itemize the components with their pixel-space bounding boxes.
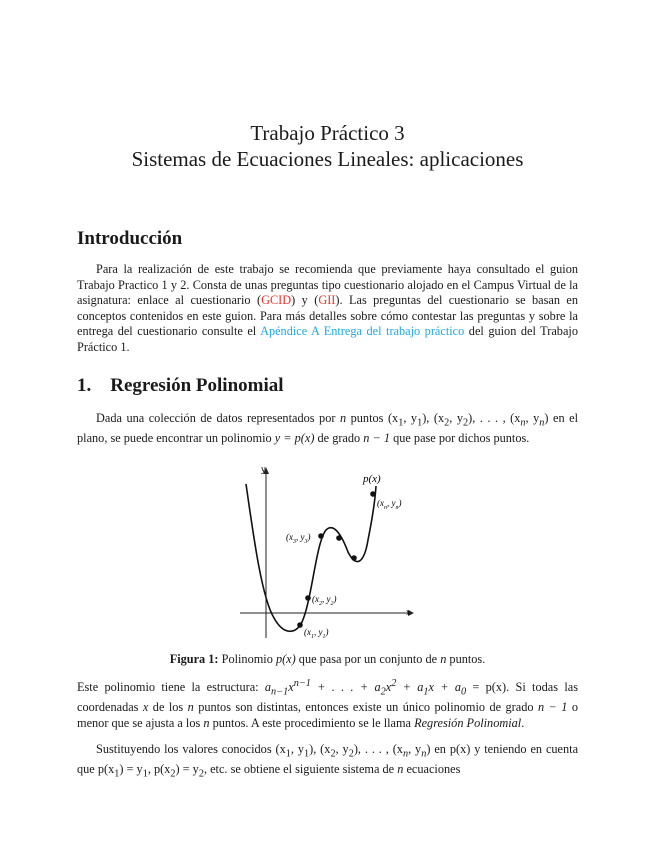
section1-heading: 1. Regresión Polinomial bbox=[77, 375, 284, 396]
intro-heading: Introducción bbox=[77, 228, 183, 249]
point-1 bbox=[297, 622, 303, 628]
point-3 bbox=[318, 533, 324, 539]
curve-label: p(x) bbox=[363, 473, 381, 485]
polynomial-figure bbox=[230, 462, 420, 644]
point-5 bbox=[351, 555, 357, 561]
point-3-label: ($x_3$, $y_3$) bbox=[286, 532, 311, 545]
figure-caption: Figura 1: Polinomio p(x) que pasa por un conjunto de n puntos. bbox=[169, 652, 486, 666]
intro-paragraph: Para la realización de este trabajo se recomienda que previamente haya consultado el guion Trabajo Practico 1 y 2. Consta de unas preguntas tipo cuestionario alojado en el Campus Virtual de la asignatura: enlace al cuestionario (GCID) y (GII). Las preguntas del cuestionario se basan en conceptos contenidos en este guion. Para más detalles sobre cómo contestar las preguntas y sobre la entrega del cuestionario consulte el Apéndice A Entrega del trabajo práctico del guion del Trabajo Práctico 1. bbox=[77, 262, 578, 354]
point-1-label: ($x_1$, $y_1$) bbox=[304, 627, 329, 640]
apendice-link[interactable]: Apéndice A Entrega del trabajo práctico bbox=[260, 324, 465, 339]
x-axis-label: x bbox=[406, 607, 411, 617]
gii-link[interactable]: GII bbox=[318, 293, 336, 308]
point-2-label: ($x_2$, $y_2$) bbox=[312, 594, 337, 607]
point-4 bbox=[336, 535, 342, 541]
point-2 bbox=[305, 595, 311, 601]
doc-title: Trabajo Práctico 3 bbox=[250, 121, 405, 145]
section1-paragraph: Dada una colección de datos representados por n puntos ($x_1$, $y_1$), ($x_2$, $y_2$), . . . , ($x_n$, $y_n$) en el plano, se puede encontrar un polinomio y = p(x) de grado n − 1 que pase por dichos puntos. bbox=[77, 411, 579, 446]
substitution-paragraph: Sustituyendo los valores conocidos ($x_1$, $y_1$), ($x_2$, $y_2$), . . . , ($x_n$, $y_n$) en p(x) y teniendo en cuenta que $p(x_1) = y_1$, $p(x_2) = y_2$, etc. se obtiene el siguiente sistema de n ecuaciones bbox=[77, 742, 579, 780]
point-n-label: ($x_n$, $y_n$) bbox=[377, 498, 402, 511]
structure-paragraph: Este polinomio tiene la estructura: $a_{n-1}x^{n-1}$ + . . . + $a_2x^2 + a_1x + a_0 = p(x)$. Si todas las coordenadas x de los n puntos son distintas, entonces existe un único polinomio de grado n − 1 o menor que se ajusta a los n puntos. A este procedimiento se le llama Regresión Polinomial. bbox=[77, 678, 578, 730]
gcid-link[interactable]: GCID bbox=[261, 293, 292, 308]
point-n bbox=[370, 491, 376, 497]
y-axis-label: y bbox=[261, 464, 266, 474]
doc-subtitle: Sistemas de Ecuaciones Lineales: aplicaciones bbox=[131, 147, 524, 171]
